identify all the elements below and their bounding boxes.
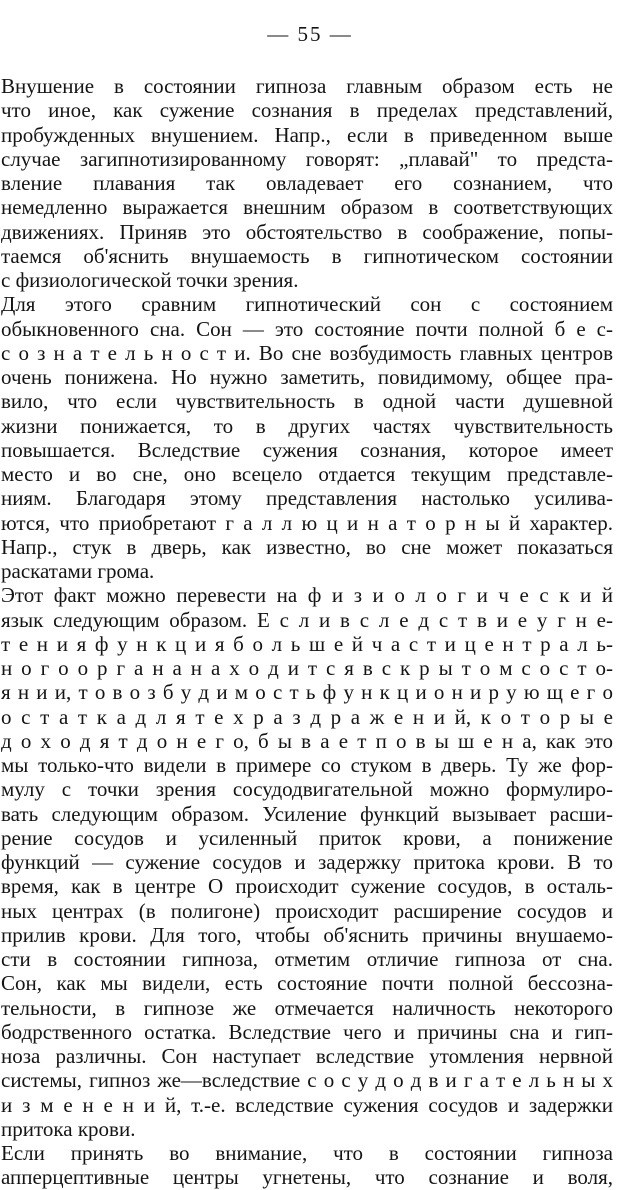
text-line: немедленно выражается внешним образом в соответствующих xyxy=(1,195,613,220)
text-line: мы только-что видели в примере со стуком в дверь. Ту же фор- xyxy=(1,753,613,777)
text-line: функций — сужение сосудов и задержку притока крови. В то xyxy=(1,850,613,874)
text-line: таемся об'яснить внушаемость в гипнотическом состоянии xyxy=(1,243,613,268)
text-line: вление плавания так овладевает его сознанием, что xyxy=(1,171,613,195)
text-line: повышается. Вследствие сужения сознания, которое имеет xyxy=(1,437,613,462)
text-line: ниям. Благодаря этому представления настолько усилива- xyxy=(1,486,613,511)
text-line: движениях. Приняв это обстоятельство в соображение, попы- xyxy=(1,219,613,244)
text-line: ноза различны. Сон наступает вследствие утомления нервной xyxy=(1,1044,613,1068)
text-line: притока крови. xyxy=(1,1116,136,1141)
text-line: прилив крови. Для того, чтобы об'яснить причины внушаемо- xyxy=(1,922,613,947)
text-line: вать следующим образом. Усиление функций вызывает расши- xyxy=(1,801,613,826)
text-line: ются, что приобретают г а л л ю ц и н а т о р н ы й характер. xyxy=(1,510,613,535)
text-line: что иное, как сужение сознания в пределах представлений, xyxy=(1,98,613,123)
text-line: язык следующим образом. Е с л и в с л е д с т в и е у г н е- xyxy=(1,607,613,632)
text-line: ных центрах (в полигоне) происходит расширение сосудов и xyxy=(1,898,613,923)
text-line: Сон, как мы видели, есть состояние почти полной бессозна- xyxy=(1,971,613,996)
text-line: и з м е н е н и й, т.-е. вследствие сужения сосудов и задержки xyxy=(1,1092,613,1117)
text-line: жизни понижается, то в других частях чувствительность xyxy=(1,413,613,438)
text-line: с о з н а т е л ь н о с т и. Во сне возбудимость главных центров xyxy=(1,340,613,365)
text-line: д о х о д я т д о н е г о, б ы в а е т п о в ы ш е н а, как это xyxy=(1,728,613,753)
text-line: случае загипнотизированному говорят: „плавай" то предста- xyxy=(1,146,613,171)
text-line: тельности, в гипнозе же отмечается наличность некоторого xyxy=(1,995,613,1020)
text-line: апперцептивные центры угнетены, что сознание и воля, xyxy=(1,1165,613,1190)
text-line: раскатами грома. xyxy=(1,559,155,583)
page-number: — 55 — xyxy=(267,22,353,46)
text-line: Если принять во внимание, что в состоянии гипноза xyxy=(1,1141,613,1165)
text-line: н о г о о р г а н а н а х о д и т с я в с к р ы т о м с о с т о- xyxy=(1,656,613,680)
text-line: с физиологической точки зрения. xyxy=(1,268,299,292)
text-line: о с т а т к а д л я т е х р а з д р а ж е н и й, к о т о р ы е xyxy=(1,704,613,729)
text-line: Этот факт можно перевести на ф и з и о л о г и ч е с к и й xyxy=(1,583,613,608)
text-line: т е н и я ф у н к ц и я б о л ь ш е й ч а с т и ц е н т р а л ь- xyxy=(1,631,613,656)
text-line: мулу с точки зрения сосудодвигательной можно формулиро- xyxy=(1,777,613,802)
text-line: обыкновенного сна. Сон — это состояние почти полной б е с- xyxy=(1,316,613,341)
text-line: Внушение в состоянии гипноза главным образом есть не xyxy=(1,74,613,98)
text-line: я н и и, т о в о з б у д и м о с т ь ф у н к ц и о н и р у ю щ е г о xyxy=(1,680,613,705)
body-text xyxy=(1,74,613,1190)
text-line: Для этого сравним гипнотический сон с состоянием xyxy=(1,292,613,317)
text-line: время, как в центре О происходит сужение сосудов, в осталь- xyxy=(1,874,613,899)
text-line: бодрственного остатка. Вследствие чего и причины сна и гип- xyxy=(1,1019,613,1044)
text-line: рение сосудов и усиленный приток крови, а понижение xyxy=(1,825,613,850)
text-line: Напр., стук в дверь, как известно, во сне может показаться xyxy=(1,534,613,559)
text-line: сти в состоянии гипноза, отметим отличие гипноза от сна. xyxy=(1,947,613,971)
text-line: место и во сне, оно всецело отдается текущим представле- xyxy=(1,462,613,486)
text-line: очень понижена. Но нужно заметить, повидимому, общее пра- xyxy=(1,365,613,389)
text-line: системы, гипноз же—вследствие с о с у д о д в и г а т е л ь н ы х xyxy=(1,1068,613,1093)
text-line: вило, что если чувствительность в одной части душевной xyxy=(1,389,613,414)
text-line: пробужденных внушением. Напр., если в приведенном выше xyxy=(1,122,613,147)
